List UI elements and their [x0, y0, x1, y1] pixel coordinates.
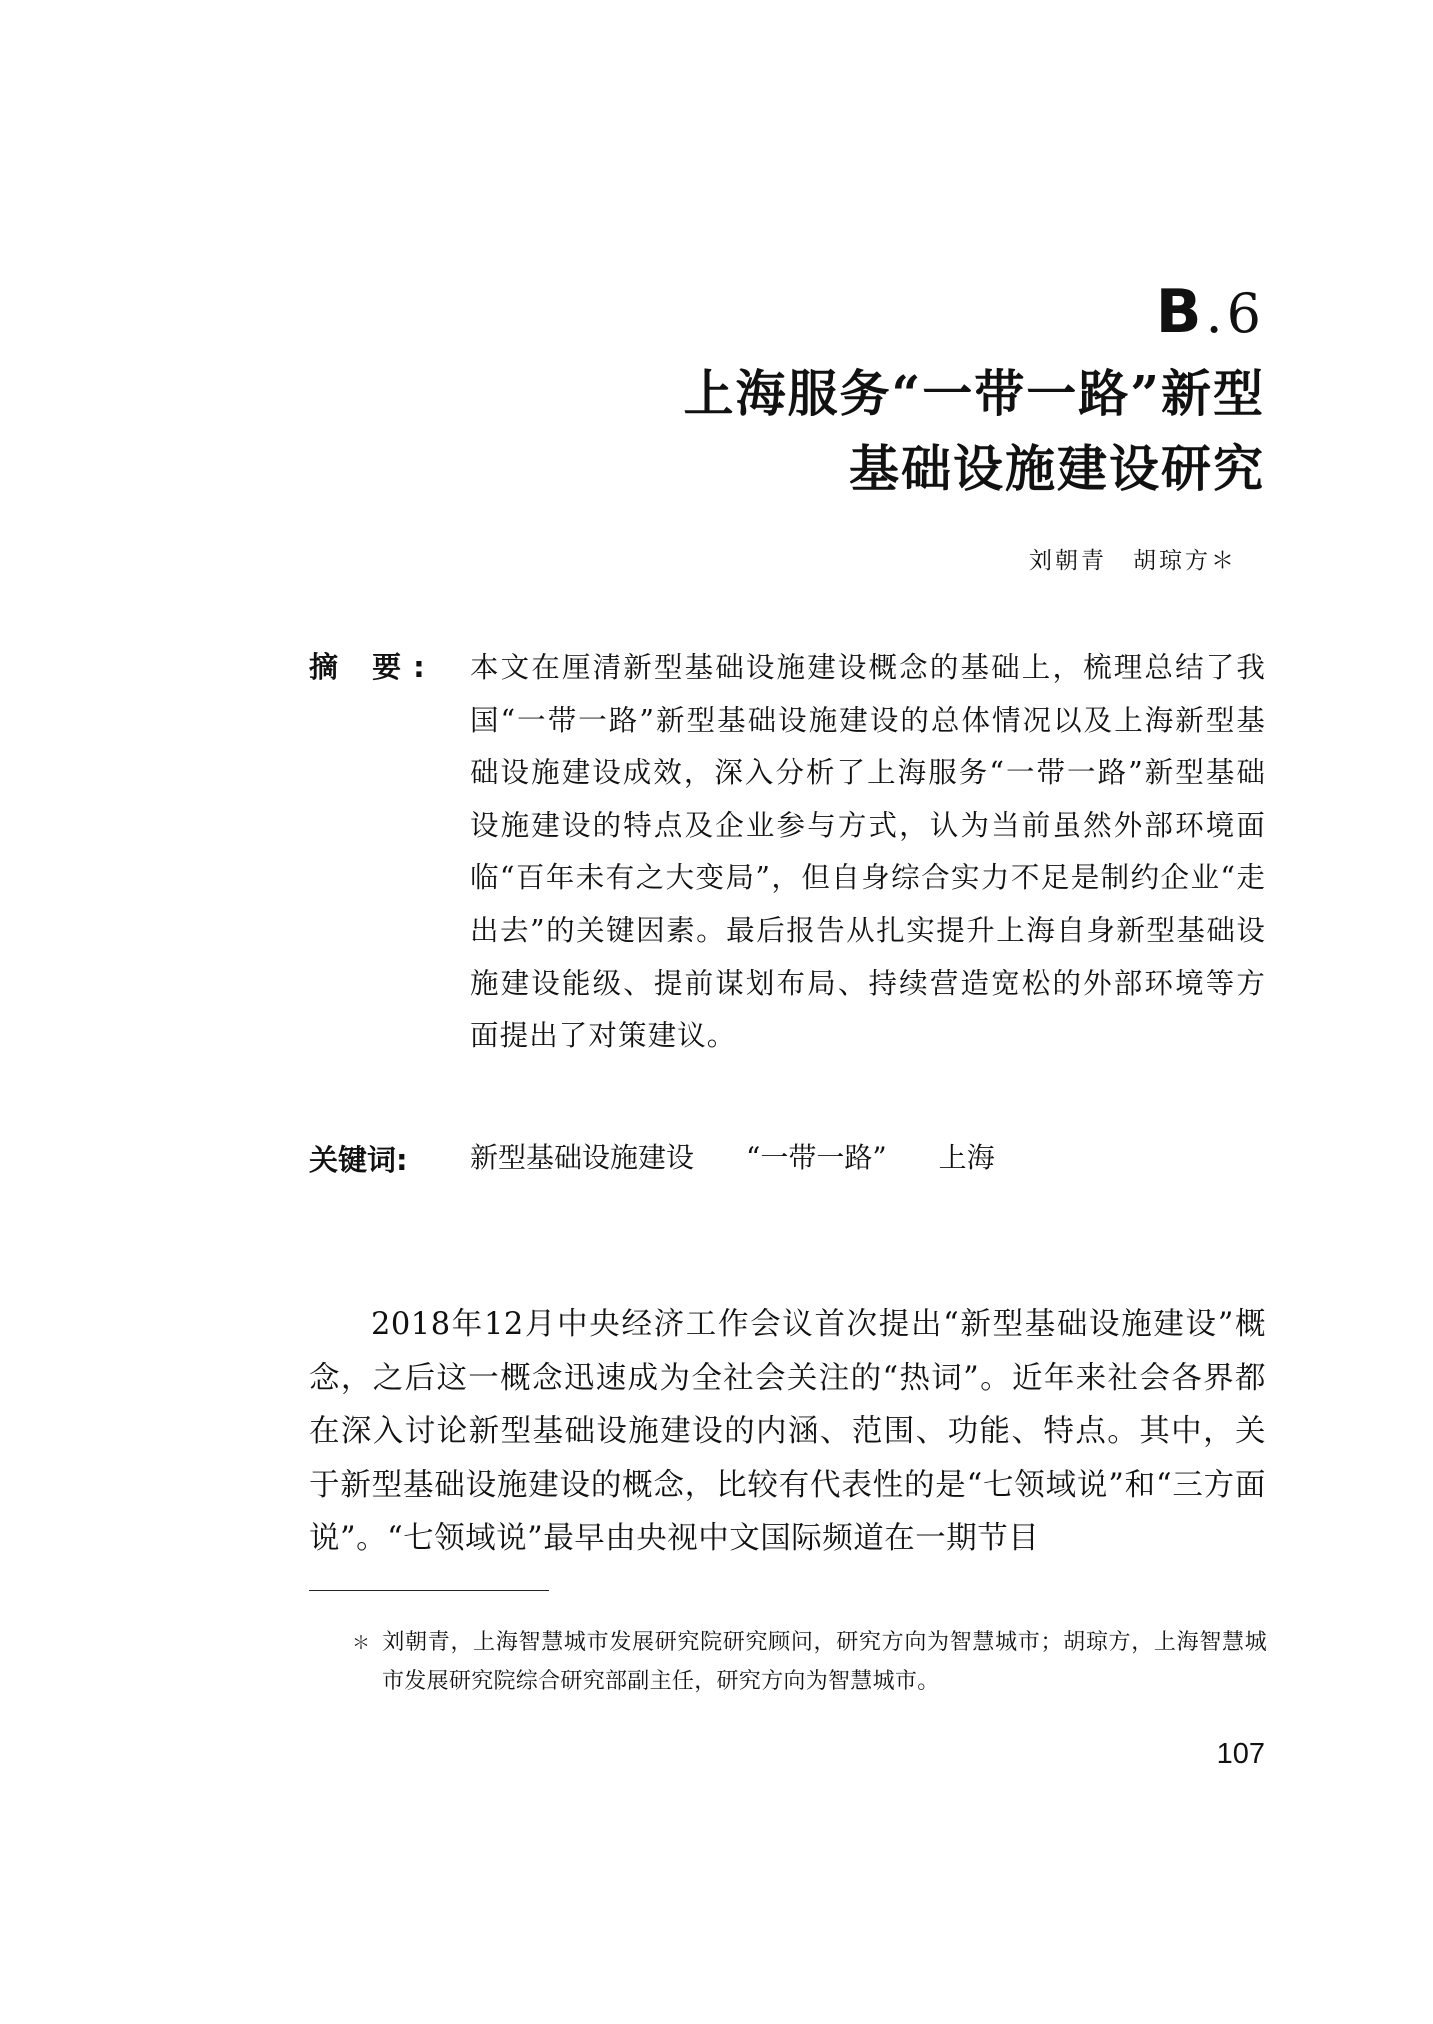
title-line-2: 基础设施建设研究	[849, 439, 1265, 498]
authors: 刘朝青 胡琼方＊	[1029, 548, 1237, 574]
body-paragraph: 2018年12月中央经济工作会议首次提出“新型基础设施建设”概念，之后这一概念迅速成为全社会关注的“热词”。近年来社会各界都在深入讨论新型基础设施建设的内涵、范围、功能、特点。其中，关于新型基础设施建设的概念，比较有代表性的是“七领域说”和“三方面说”。“七领域说”最早由央视中文国际频道在一期节目	[309, 1307, 1266, 1556]
abstract-label: 摘 要:	[309, 650, 437, 684]
chapter-letter: B	[1155, 277, 1206, 347]
footnote-text: 刘朝青，上海智慧城市发展研究院研究顾问，研究方向为智慧城市；胡琼方，上海智慧城市发展研究院综合研究部副主任，研究方向为智慧城市。	[382, 1630, 1267, 1694]
keywords-list	[470, 1138, 1047, 1178]
title-line-1: 上海服务“一带一路”新型	[683, 364, 1265, 423]
keyword-item: “一带一路”	[746, 1141, 887, 1174]
page-number: 107	[1216, 1738, 1265, 1770]
chapter-digit: 6	[1226, 282, 1265, 345]
abstract-text: 本文在厘清新型基础设施建设概念的基础上，梳理总结了我国“一带一路”新型基础设施建设的总体情况以及上海新型基础设施建设成效，深入分析了上海服务“一带一路”新型基础设施建设的特点及企业参与方式，认为当前虽然外部环境面临“百年未有之大变局”，但自身综合实力不足是制约企业“走出去”的关键因素。最后报告从扎实提升上海自身新型基础设施建设能级、提前谋划布局、持续营造宽松的外部环境等方面提出了对策建议。	[470, 651, 1266, 1053]
footnote-divider	[309, 1590, 549, 1591]
chapter-number	[1155, 277, 1265, 347]
footnote-mark: ＊	[352, 1633, 371, 1654]
keyword-item: 上海	[938, 1141, 995, 1174]
keywords-label: 关键词:	[309, 1143, 408, 1177]
footnote	[352, 1624, 1267, 1701]
keyword-item: 新型基础设施建设	[470, 1141, 695, 1174]
chapter-separator: .	[1205, 282, 1227, 345]
